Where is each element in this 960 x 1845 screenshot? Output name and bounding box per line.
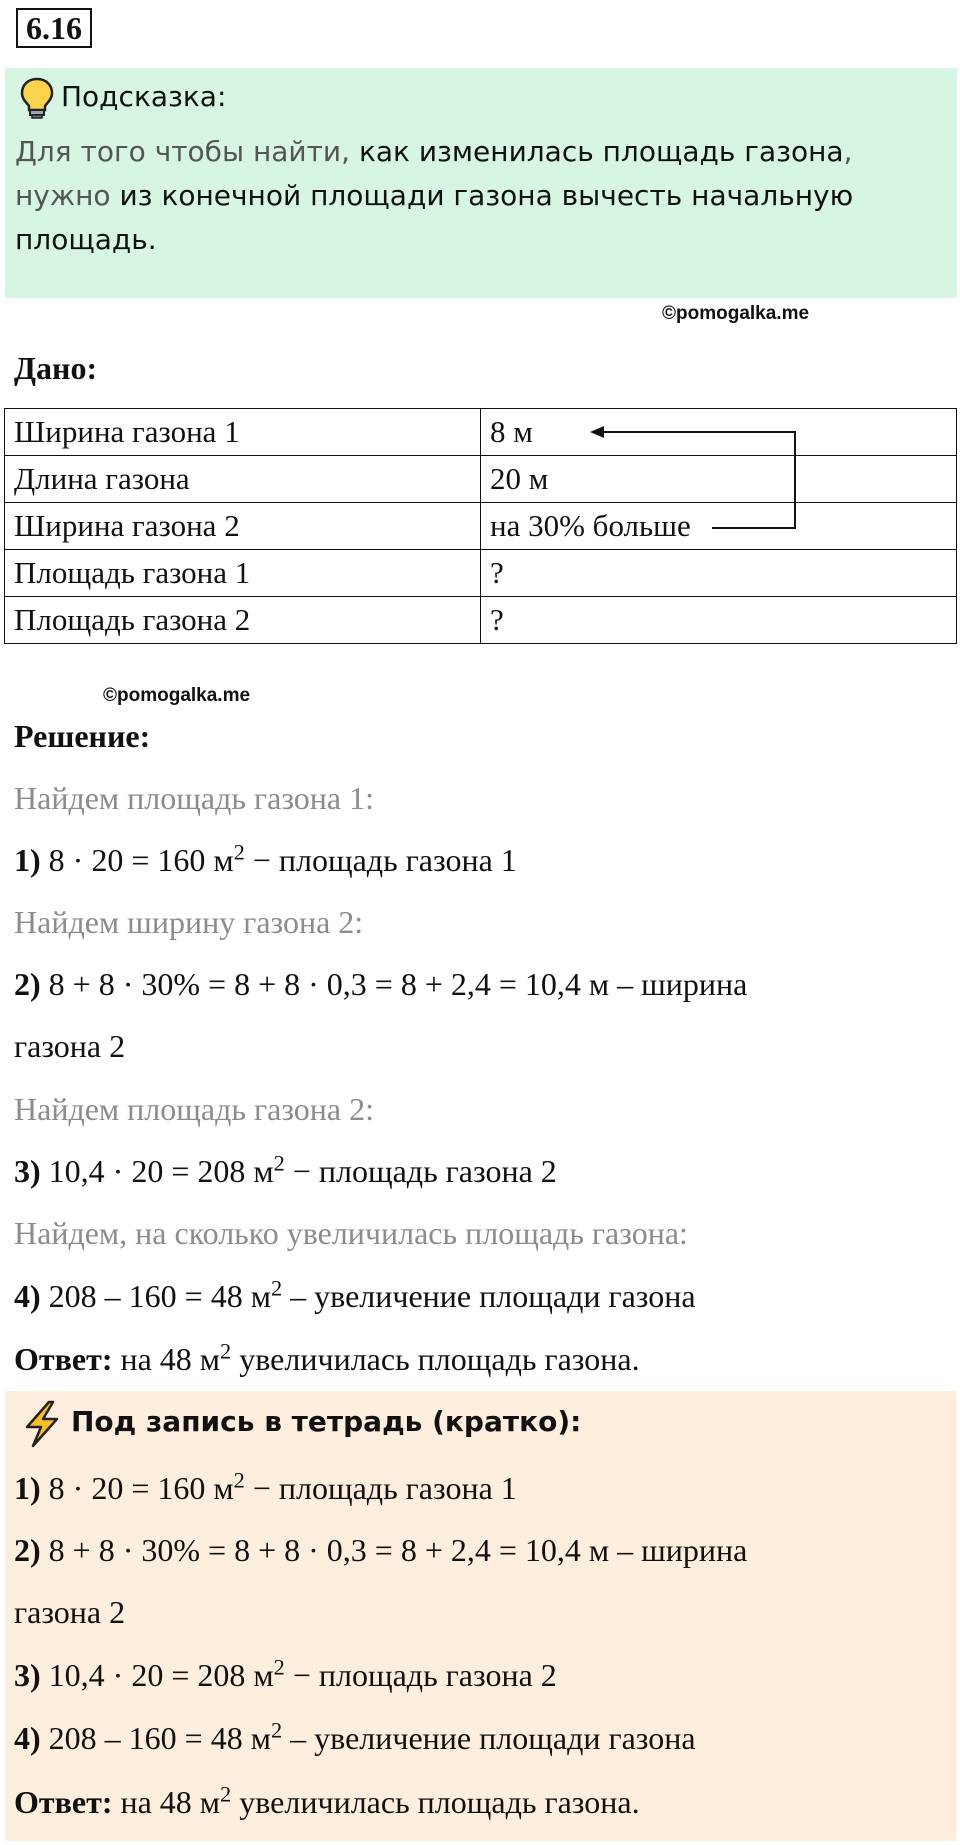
step-number: 3) bbox=[14, 1153, 41, 1189]
hint-title: Подсказка: bbox=[61, 80, 227, 113]
table-row bbox=[5, 597, 957, 644]
step-expression: 10,4 · 20 = 208 м bbox=[40, 1657, 274, 1693]
step-number: 3) bbox=[14, 1657, 41, 1693]
answer-text: увеличилась площадь газона. bbox=[231, 1784, 640, 1820]
problem-number: 6.16 bbox=[16, 8, 92, 48]
step-number: 2) bbox=[14, 1532, 41, 1568]
step-expression: 208 – 160 = 48 м bbox=[40, 1278, 271, 1314]
exponent: 2 bbox=[220, 1781, 232, 1807]
step-expression: 8 + 8 · 30% = 8 + 8 · 0,3 = 8 + 2,4 = 10,4 м – ширина bbox=[40, 966, 748, 1002]
step-expression: 10,4 · 20 = 208 м bbox=[40, 1153, 274, 1189]
step-continuation: газона 2 bbox=[14, 1028, 126, 1064]
answer-line bbox=[14, 1339, 640, 1379]
answer-label: Ответ: bbox=[14, 1341, 113, 1377]
table-cell: на 30% больше bbox=[481, 503, 957, 550]
answer-line bbox=[14, 1782, 640, 1822]
relation-arrow bbox=[580, 420, 810, 540]
table-row bbox=[5, 503, 957, 550]
step-description: − площадь газона 2 bbox=[284, 1153, 557, 1189]
exponent: 2 bbox=[233, 1467, 245, 1493]
table-cell: 8 м bbox=[481, 409, 957, 456]
solution-heading: Решение: bbox=[14, 718, 151, 754]
step-expression: 208 – 160 = 48 м bbox=[40, 1720, 271, 1756]
table-cell: Площадь газона 2 bbox=[5, 597, 481, 644]
step-expression: 8 · 20 = 160 м bbox=[40, 842, 234, 878]
step-number: 4) bbox=[14, 1278, 41, 1314]
hint-text-part: , нужно bbox=[15, 135, 853, 212]
table-cell: Ширина газона 1 bbox=[5, 409, 481, 456]
step-intro: Найдем ширину газона 2: bbox=[14, 904, 364, 940]
answer-text: на 48 м bbox=[112, 1784, 221, 1820]
step-number: 2) bbox=[14, 966, 41, 1002]
table-row bbox=[5, 550, 957, 597]
notebook-box bbox=[5, 1391, 957, 1841]
step-description: − площадь газона 1 bbox=[244, 842, 517, 878]
step-description: − площадь газона 1 bbox=[244, 1470, 517, 1506]
table-row bbox=[5, 409, 957, 456]
step-number: 1) bbox=[14, 1470, 41, 1506]
table-cell: Длина газона bbox=[5, 456, 481, 503]
step-line bbox=[14, 1655, 557, 1695]
step-line bbox=[14, 1530, 747, 1570]
lightning-icon bbox=[19, 1399, 65, 1449]
answer-text: увеличилась площадь газона. bbox=[231, 1341, 640, 1377]
step-line bbox=[14, 964, 747, 1004]
answer-text: на 48 м bbox=[112, 1341, 221, 1377]
step-expression: 8 · 20 = 160 м bbox=[40, 1470, 234, 1506]
table-cell: 20 м bbox=[481, 456, 957, 503]
table-cell: ? bbox=[481, 597, 957, 644]
exponent: 2 bbox=[273, 1654, 285, 1680]
table-cell: Ширина газона 2 bbox=[5, 503, 481, 550]
step-intro: Найдем, на сколько увеличилась площадь газона: bbox=[14, 1215, 688, 1251]
step-line bbox=[14, 1718, 696, 1758]
exponent: 2 bbox=[270, 1717, 283, 1743]
notebook-title: Под запись в тетрадь (кратко): bbox=[71, 1405, 582, 1438]
given-table bbox=[4, 408, 957, 644]
hint-box bbox=[5, 68, 957, 298]
hint-text bbox=[15, 130, 935, 262]
step-description: – увеличение площади газона bbox=[282, 1720, 696, 1756]
step-expression: 8 + 8 · 30% = 8 + 8 · 0,3 = 8 + 2,4 = 10,4 м – ширина bbox=[40, 1532, 748, 1568]
table-row bbox=[5, 456, 957, 503]
step-number: 4) bbox=[14, 1720, 41, 1756]
step-line bbox=[14, 1151, 557, 1191]
answer-label: Ответ: bbox=[14, 1784, 113, 1820]
table-cell: ? bbox=[481, 550, 957, 597]
hint-text-emphasis: как изменилась площадь газона bbox=[358, 135, 844, 168]
step-description: – увеличение площади газона bbox=[282, 1278, 696, 1314]
exponent: 2 bbox=[270, 1275, 283, 1301]
step-number: 1) bbox=[14, 842, 41, 878]
step-line bbox=[14, 1276, 696, 1316]
watermark: ©pomogalka.me bbox=[103, 685, 251, 706]
watermark: ©pomogalka.me bbox=[662, 303, 810, 324]
step-description: − площадь газона 2 bbox=[284, 1657, 557, 1693]
step-line bbox=[14, 840, 517, 880]
step-intro: Найдем площадь газона 1: bbox=[14, 780, 374, 816]
step-intro: Найдем площадь газона 2: bbox=[14, 1091, 374, 1127]
given-heading: Дано: bbox=[14, 350, 98, 386]
step-continuation: газона 2 bbox=[14, 1594, 126, 1630]
lightbulb-icon bbox=[19, 76, 55, 120]
step-line bbox=[14, 1468, 517, 1508]
hint-text-emphasis: из конечной площади газона вычесть начальную площадь. bbox=[15, 179, 854, 256]
hint-text-part: Для того чтобы найти, bbox=[15, 135, 359, 168]
exponent: 2 bbox=[273, 1150, 285, 1176]
exponent: 2 bbox=[233, 839, 245, 865]
exponent: 2 bbox=[220, 1338, 232, 1364]
table-cell: Площадь газона 1 bbox=[5, 550, 481, 597]
